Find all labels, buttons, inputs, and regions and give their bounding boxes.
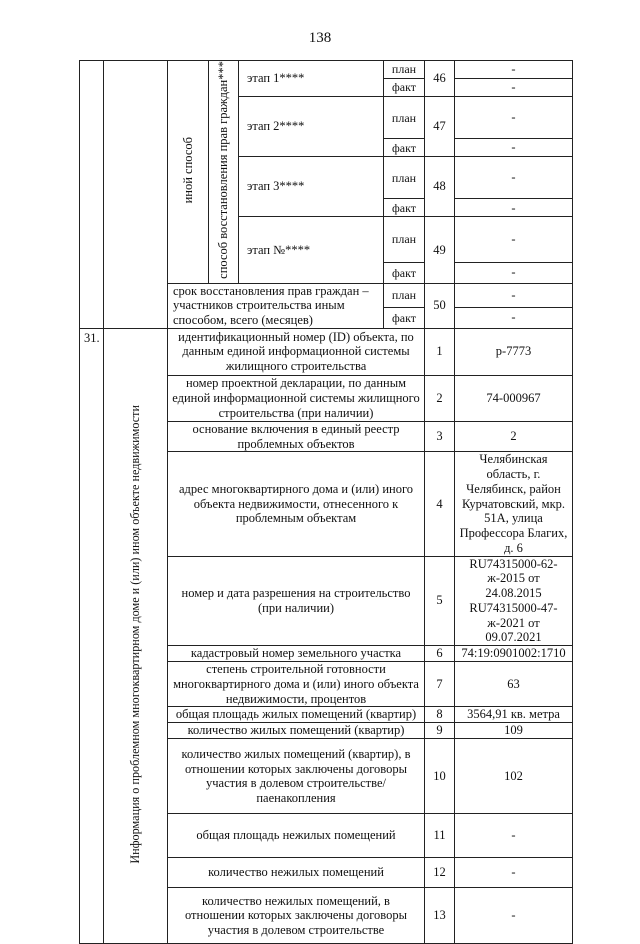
row-3-label: основание включения в единый реестр проблемных объектов [168,421,425,452]
stage-1-fact-label: факт [384,79,425,97]
stage-n-fact-value: - [455,262,573,283]
row-13-value: - [455,888,573,944]
row-5-value: RU74315000-62-ж-2015 от 24.08.2015 RU74315000-47-ж-2021 от 09.07.2021 [455,556,573,646]
section-vertical-cell [104,328,168,944]
stage-3-fact-label: факт [384,199,425,217]
stage-2-plan-value: - [455,97,573,139]
row-11-label: общая площадь нежилых помещений [168,814,425,858]
row-6-label: кадастровый номер земельного участка [168,646,425,662]
section-number: 31. [80,328,104,944]
stage-3-label: этап 3**** [239,157,384,217]
stage-2-plan-label: план [384,97,425,139]
stage-n-num: 49 [425,217,455,283]
stage-3-plan-label: план [384,157,425,199]
stage-1-fact-value: - [455,79,573,97]
prev-number-cell [80,61,104,329]
term-fact-label: факт [384,307,425,328]
row-12-num: 12 [425,858,455,888]
row-10-label: количество жилых помещений (квартир), в отношении которых заключены договоры участия в долевом строительстве/паенакопления [168,739,425,814]
page-number: 138 [308,30,332,46]
stage-3-fact-value: - [455,199,573,217]
row-5-num: 5 [425,556,455,646]
row-7-num: 7 [425,662,455,707]
row-13-num: 13 [425,888,455,944]
row-7-label: степень строительной готовности многоквартирного дома и (или) иного объекта недвижимости, процентов [168,662,425,707]
stage-2-label: этап 2**** [239,97,384,157]
row-3-num: 3 [425,421,455,452]
row-6-value: 74:19:0901002:1710 [455,646,573,662]
stage-1-plan-label: план [384,61,425,79]
row-10-value: 102 [455,739,573,814]
data-table [79,60,573,944]
stage-2-fact-label: факт [384,139,425,157]
row-6-num: 6 [425,646,455,662]
term-fact-value: - [455,307,573,328]
row-8-label: общая площадь жилых помещений (квартир) [168,707,425,723]
row-7-value: 63 [455,662,573,707]
stage-n-plan-label: план [384,217,425,262]
row-11-num: 11 [425,814,455,858]
stage-1-label: этап 1**** [239,61,384,97]
stage-2-num: 47 [425,97,455,157]
row-8-value: 3564,91 кв. метра [455,707,573,723]
row-12-value: - [455,858,573,888]
row-4-label: адрес многоквартирного дома и (или) иного объекта недвижимости, отнесенного к проблемным объектам [168,452,425,556]
row-2-label: номер проектной декларации, по данным единой информационной системы жилищного строительства (при наличии) [168,375,425,421]
row-13-label: количество нежилых помещений, в отношении которых заключены договоры участия в долевом строительстве [168,888,425,944]
term-num: 50 [425,283,455,328]
row-2-value: 74-000967 [455,375,573,421]
row-12-label: количество нежилых помещений [168,858,425,888]
row-1 [80,328,573,375]
method-label: иной способ [180,136,195,204]
row-11-value: - [455,814,573,858]
restore-method-cell [209,61,239,284]
row-9-label: количество жилых помещений (квартир) [168,723,425,739]
row-2-num: 2 [425,375,455,421]
method-cell [168,61,209,284]
restore-method-label: способ восстановления прав граждан*** [216,61,231,279]
term-plan-label: план [384,283,425,307]
row-8-num: 8 [425,707,455,723]
row-10-num: 10 [425,739,455,814]
stage-n-plan-value: - [455,217,573,262]
row-4-num: 4 [425,452,455,556]
row-5-label: номер и дата разрешения на строительство (при наличии) [168,556,425,646]
row-9-num: 9 [425,723,455,739]
row-3-value: 2 [455,421,573,452]
row-1-label: идентификационный номер (ID) объекта, по данным единой информационной системы жилищного строительства [168,328,425,375]
row-9-value: 109 [455,723,573,739]
stage-3-num: 48 [425,157,455,217]
prev-side-cell [104,61,168,329]
stage-2-fact-value: - [455,139,573,157]
term-plan-value: - [455,283,573,307]
stage-1-plan-value: - [455,61,573,79]
stage-1-plan-row [80,61,573,79]
term-label: срок восстановления прав граждан – участников строительства иным способом, всего (месяцев) [168,283,384,328]
row-4-value: Челябинская область, г. Челябинск, район Курчатовский, мкр. 51А, улица Профессора Благих, д. 6 [455,452,573,556]
stage-3-plan-value: - [455,157,573,199]
section-vertical-label: Информация о проблемном многоквартирном доме и (или) ином объекте недвижимости [128,404,143,864]
stage-n-label: этап №**** [239,217,384,283]
row-1-value: р-7773 [455,328,573,375]
stage-1-num: 46 [425,61,455,97]
row-1-num: 1 [425,328,455,375]
stage-n-fact-label: факт [384,262,425,283]
